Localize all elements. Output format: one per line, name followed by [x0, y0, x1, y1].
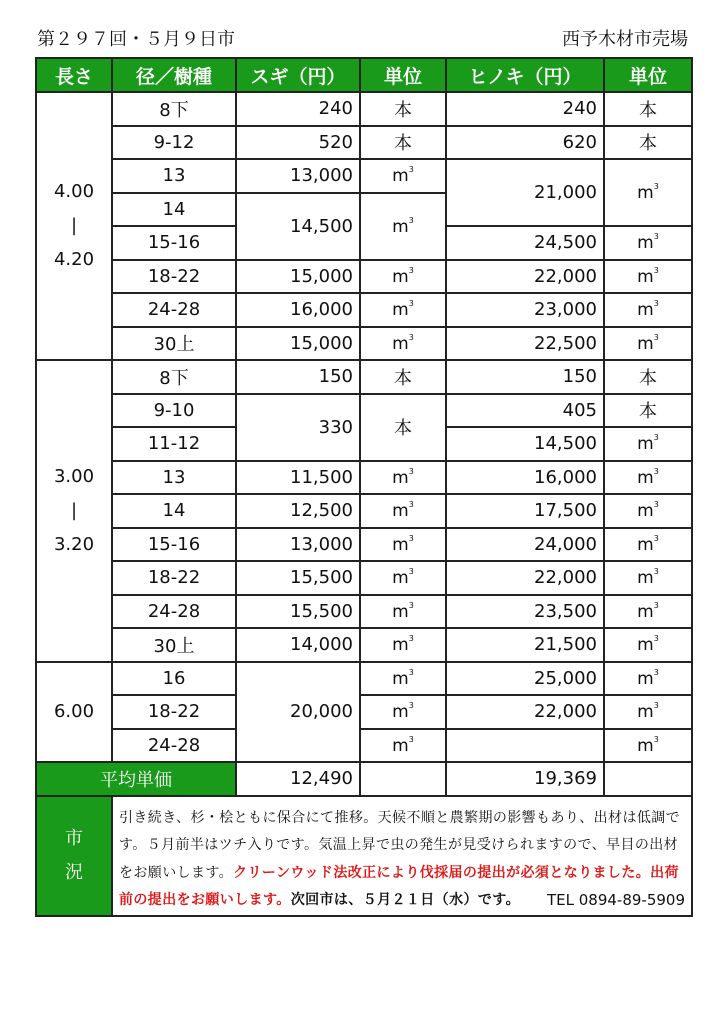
- hinoki-price: 23,500: [446, 595, 604, 629]
- size-cell: 9-10: [112, 394, 236, 428]
- empty-cell: [360, 762, 446, 796]
- table-row: [36, 293, 692, 327]
- average-hinoki: 19,369: [446, 762, 604, 796]
- hinoki-price: 620: [446, 126, 604, 160]
- unit-cell: 本: [604, 92, 692, 126]
- unit-cell: [604, 628, 692, 662]
- organization-name: 西予木材市売場: [562, 29, 688, 50]
- hinoki-price: 21,000: [446, 159, 604, 226]
- hinoki-price: 14,500: [446, 427, 604, 461]
- unit-cell: [360, 595, 446, 629]
- sugi-price: 15,500: [236, 561, 360, 595]
- size-cell: 24-28: [112, 595, 236, 629]
- unit-cell: [604, 427, 692, 461]
- cubic-meter-unit: $m^3$: [637, 567, 659, 589]
- unit-cell: [604, 327, 692, 361]
- size-cell: 13: [112, 159, 236, 193]
- hinoki-price: 22,500: [446, 327, 604, 361]
- hinoki-price: 17,500: [446, 494, 604, 528]
- unit-cell: [360, 327, 446, 361]
- size-cell: 8下: [112, 360, 236, 394]
- sugi-price: 330: [236, 394, 360, 461]
- empty-cell: [604, 762, 692, 796]
- table-row: [36, 394, 692, 428]
- size-cell: 16: [112, 662, 236, 696]
- unit-cell: [604, 595, 692, 629]
- cubic-meter-unit: $m^3$: [637, 332, 659, 354]
- size-cell: 24-28: [112, 729, 236, 763]
- average-label: 平均単価: [36, 762, 236, 796]
- unit-cell: [360, 293, 446, 327]
- sugi-price: 15,000: [236, 260, 360, 294]
- sugi-price: 14,000: [236, 628, 360, 662]
- unit-cell: [604, 561, 692, 595]
- sugi-price: 14,500: [236, 193, 360, 260]
- col-header-sugi: スギ（円）: [236, 58, 360, 92]
- length-cell: [36, 92, 112, 360]
- size-cell: 15-16: [112, 528, 236, 562]
- col-header-unit: 単位: [604, 58, 692, 92]
- unit-cell: [604, 528, 692, 562]
- table-row: [36, 695, 692, 729]
- table-row: [36, 662, 692, 696]
- cubic-meter-unit: $m^3$: [392, 265, 414, 287]
- size-cell: 14: [112, 193, 236, 227]
- cubic-meter-unit: $m^3$: [637, 701, 659, 723]
- table-row: [36, 92, 692, 126]
- table-row: [36, 327, 692, 361]
- average-row: [36, 762, 692, 796]
- unit-cell: [604, 695, 692, 729]
- unit-cell: [360, 729, 446, 763]
- auction-title: 第２９７回・５月９日市: [37, 29, 235, 50]
- unit-cell: 本: [604, 126, 692, 160]
- size-cell: 9-12: [112, 126, 236, 160]
- cubic-meter-unit: $m^3$: [392, 165, 414, 187]
- size-cell: 18-22: [112, 561, 236, 595]
- cubic-meter-unit: $m^3$: [637, 433, 659, 455]
- cubic-meter-unit: $m^3$: [637, 299, 659, 321]
- sugi-price: 150: [236, 360, 360, 394]
- unit-cell: 本: [360, 126, 446, 160]
- hinoki-price: 405: [446, 394, 604, 428]
- hinoki-price: 24,000: [446, 528, 604, 562]
- unit-cell: [360, 528, 446, 562]
- size-cell: 24-28: [112, 293, 236, 327]
- cubic-meter-unit: $m^3$: [392, 667, 414, 689]
- market-notice: クリーンウッド法改正により伐採届の提出が必須となりました。出荷前の提出をお願いします。: [119, 864, 679, 908]
- unit-cell: 本: [360, 360, 446, 394]
- sugi-price: 12,500: [236, 494, 360, 528]
- unit-cell: [604, 226, 692, 260]
- length-cell: [36, 360, 112, 662]
- hinoki-price: 23,000: [446, 293, 604, 327]
- table-row: [36, 595, 692, 629]
- unit-cell: [604, 461, 692, 495]
- cubic-meter-unit: $m^3$: [392, 600, 414, 622]
- table-row: [36, 561, 692, 595]
- table-row: [36, 729, 692, 763]
- length-top: 4.00: [53, 181, 95, 202]
- table-row: [36, 528, 692, 562]
- hinoki-price: 25,000: [446, 662, 604, 696]
- market-row: [36, 796, 692, 916]
- cubic-meter-unit: $m^3$: [637, 734, 659, 756]
- cubic-meter-unit: $m^3$: [392, 332, 414, 354]
- col-header-length: 長さ: [36, 58, 112, 92]
- unit-cell: [360, 695, 446, 729]
- unit-cell: [360, 260, 446, 294]
- phone-number: TEL 0894-89-5909: [546, 890, 685, 909]
- size-cell: 30上: [112, 628, 236, 662]
- unit-cell: [360, 494, 446, 528]
- hinoki-price: 16,000: [446, 461, 604, 495]
- table-row: [36, 126, 692, 160]
- cubic-meter-unit: $m^3$: [392, 634, 414, 656]
- sugi-price: 20,000: [236, 662, 360, 763]
- cubic-meter-unit: $m^3$: [637, 634, 659, 656]
- unit-cell: [360, 561, 446, 595]
- unit-cell: [360, 628, 446, 662]
- unit-cell: 本: [360, 394, 446, 461]
- unit-cell: [604, 260, 692, 294]
- cubic-meter-unit: $m^3$: [392, 701, 414, 723]
- cubic-meter-unit: $m^3$: [392, 734, 414, 756]
- sugi-price: 240: [236, 92, 360, 126]
- unit-cell: 本: [604, 394, 692, 428]
- hinoki-price: 22,000: [446, 561, 604, 595]
- length-top: 3.00: [53, 465, 95, 487]
- cubic-meter-unit: $m^3$: [392, 466, 414, 488]
- sugi-price: 15,500: [236, 595, 360, 629]
- length-cell: 6.00: [36, 662, 112, 763]
- market-label-char: 市: [65, 827, 83, 849]
- unit-cell: [360, 662, 446, 696]
- hinoki-price: 240: [446, 92, 604, 126]
- unit-cell: 本: [360, 92, 446, 126]
- unit-cell: [604, 494, 692, 528]
- sugi-price: 16,000: [236, 293, 360, 327]
- size-cell: 13: [112, 461, 236, 495]
- table-row: [36, 360, 692, 394]
- sugi-price: 11,500: [236, 461, 360, 495]
- size-cell: 11-12: [112, 427, 236, 461]
- next-auction: 次回市は、５月２１日（水）です。: [290, 892, 520, 908]
- cubic-meter-unit: $m^3$: [392, 567, 414, 589]
- cubic-meter-unit: $m^3$: [637, 500, 659, 522]
- sugi-price: 520: [236, 126, 360, 160]
- size-cell: 30上: [112, 327, 236, 361]
- cubic-meter-unit: $m^3$: [637, 667, 659, 689]
- unit-cell: 本: [604, 360, 692, 394]
- table-header-row: [36, 58, 692, 92]
- sugi-price: 15,000: [236, 327, 360, 361]
- col-header-unit: 単位: [360, 58, 446, 92]
- size-cell: 15-16: [112, 226, 236, 260]
- cubic-meter-unit: $m^3$: [392, 533, 414, 555]
- hinoki-price: [446, 729, 604, 763]
- unit-cell: [360, 193, 446, 260]
- table-row: [36, 260, 692, 294]
- table-row: [36, 461, 692, 495]
- unit-cell: [604, 159, 692, 226]
- market-label-char: 況: [65, 861, 83, 883]
- market-label: [36, 796, 112, 916]
- table-row: [36, 494, 692, 528]
- market-text: 引き続き、杉・桧ともに保合にて推移。天候不順と農繁期の影響もあり、出材は低調です。５月前半はツチ入りです。気温上昇で虫の発生が見受けられますので、早目の出材をお願いします。: [119, 809, 681, 881]
- cubic-meter-unit: $m^3$: [392, 215, 414, 237]
- cubic-meter-unit: $m^3$: [637, 182, 659, 203]
- unit-cell: [360, 159, 446, 193]
- unit-cell: [604, 729, 692, 763]
- hinoki-price: 21,500: [446, 628, 604, 662]
- cubic-meter-unit: $m^3$: [637, 600, 659, 622]
- size-cell: 8下: [112, 92, 236, 126]
- cubic-meter-unit: $m^3$: [392, 299, 414, 321]
- col-header-size: 径／樹種: [112, 58, 236, 92]
- average-sugi: 12,490: [236, 762, 360, 796]
- length-bottom: 4.20: [53, 249, 95, 270]
- table-row: [36, 159, 692, 193]
- unit-cell: [360, 461, 446, 495]
- hinoki-price: 24,500: [446, 226, 604, 260]
- cubic-meter-unit: $m^3$: [637, 232, 659, 254]
- unit-cell: [604, 662, 692, 696]
- length-separator: |: [70, 499, 78, 521]
- cubic-meter-unit: $m^3$: [637, 533, 659, 555]
- hinoki-price: 22,000: [446, 260, 604, 294]
- market-commentary: [112, 796, 692, 916]
- cubic-meter-unit: $m^3$: [392, 500, 414, 522]
- sugi-price: 13,000: [236, 528, 360, 562]
- cubic-meter-unit: $m^3$: [637, 265, 659, 287]
- table-row: [36, 628, 692, 662]
- sugi-price: 13,000: [236, 159, 360, 193]
- length-bottom: 3.20: [53, 533, 95, 555]
- unit-cell: [604, 293, 692, 327]
- size-cell: 18-22: [112, 260, 236, 294]
- hinoki-price: 150: [446, 360, 604, 394]
- size-cell: 18-22: [112, 695, 236, 729]
- length-separator: |: [70, 215, 78, 236]
- hinoki-price: 22,000: [446, 695, 604, 729]
- price-table: [35, 57, 693, 917]
- cubic-meter-unit: $m^3$: [637, 466, 659, 488]
- size-cell: 14: [112, 494, 236, 528]
- col-header-hinoki: ヒノキ（円）: [446, 58, 604, 92]
